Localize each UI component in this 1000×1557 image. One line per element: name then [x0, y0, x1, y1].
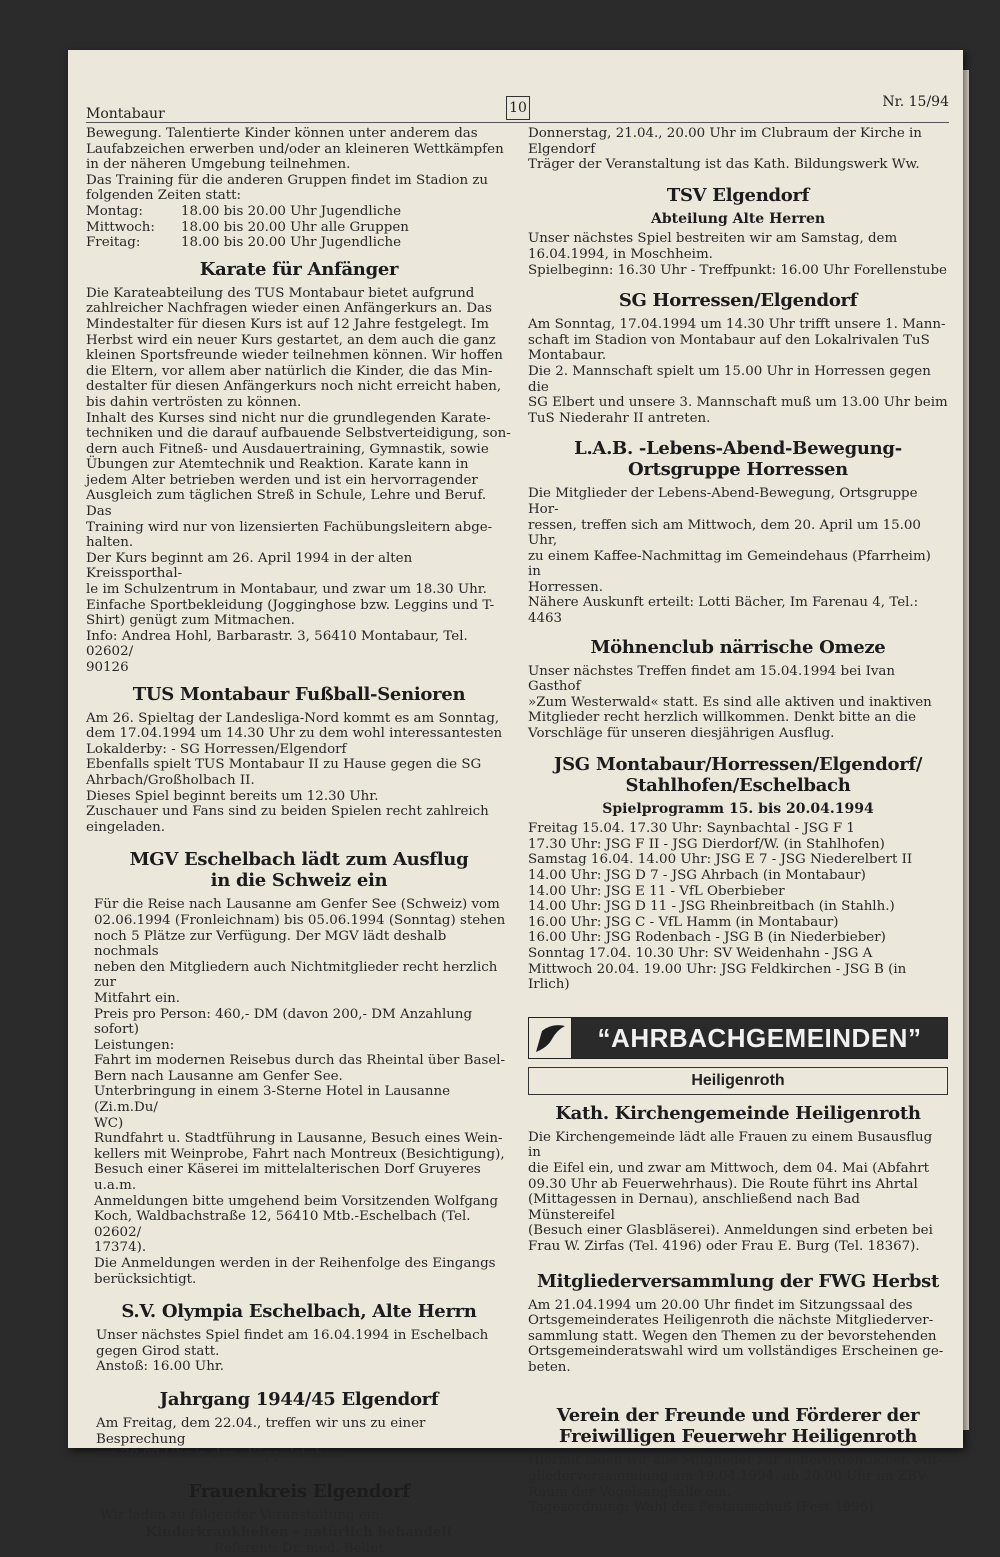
- text-line: Inhalt des Kurses sind nicht nur die grundlegenden Karate-: [86, 410, 491, 426]
- text-line: gliederversammlung am 19.04.1994, ab 20.00 Uhr im ZBV-: [528, 1469, 930, 1485]
- text-line: Training wird nur von lizensierten Fachübungsleitern abge-: [86, 519, 493, 535]
- right-column: [528, 126, 948, 1516]
- text-line: techniken und die darauf aufbauende Selbstverteidigung, son-: [86, 426, 511, 442]
- mgv-article: [86, 897, 512, 1287]
- text-line: Ortsgemeinderatswahl wird um vollständiges Erscheinen ge-: [528, 1344, 944, 1360]
- event-intro: [528, 126, 948, 173]
- text-line: um 20.00 Uhr in der »Köppelstube«.: [96, 1447, 345, 1463]
- text-line: Ausgleich zum täglichen Streß in Schule, Lehre und Beruf. Das: [86, 488, 487, 520]
- text-line: Montabaur.: [528, 348, 607, 364]
- text-line: Dieses Spiel beginnt bereits um 12.30 Uhr.: [86, 788, 379, 804]
- text-line: Am 26. Spieltag der Landesliga-Nord kommt es am Sonntag,: [86, 710, 500, 726]
- jsg-heading-line2: Stahlhofen/Eschelbach: [625, 774, 851, 796]
- jsg-subheading: Spielprogramm 15. bis 20.04.1994: [602, 800, 874, 817]
- text-line: bis dahin vertrösten zu können.: [86, 394, 302, 410]
- text-line: 16.00 Uhr: JSG C - VfL Hamm (in Montabaur): [528, 914, 839, 930]
- issue-number: Nr. 15/94: [882, 94, 949, 110]
- text-line: Am Sonntag, 17.04.1994 um 14.30 Uhr trifft unsere 1. Mann-: [528, 317, 946, 333]
- jahrgang-heading: Jahrgang 1944/45 Elgendorf: [159, 1388, 439, 1410]
- text-line: Die Mitglieder der Lebens-Abend-Bewegung, Ortsgruppe Hor-: [528, 486, 918, 517]
- text-line: Ortsgemeinderates Heiligenroth die nächste Mitgliederver-: [528, 1313, 934, 1329]
- text-line: Ebenfalls spielt TUS Montabaur II zu Hause gegen die SG: [86, 757, 482, 773]
- text-line: Anmeldungen bitte umgehend beim Vorsitzenden Wolfgang: [94, 1193, 499, 1209]
- schedule-day: Freitag:: [86, 235, 141, 251]
- mgv-heading-line2: in die Schweiz ein: [210, 870, 388, 892]
- text-line: noch 5 Plätze zur Verfügung. Der MGV lädt deshalb nochmals: [94, 928, 447, 960]
- text-line: dem 17.04.1994 um 14.30 Uhr zu dem wohl interessantesten: [86, 726, 503, 742]
- tsv-subheading: Abteilung Alte Herren: [650, 210, 826, 227]
- text-line: Unterbringung in einem 3-Sterne Hotel in Lausanne (Zi.m.Du/: [94, 1084, 451, 1116]
- text-line: Besuch einer Käserei im mittelalterischen Dorf Gruyeres: [94, 1162, 481, 1178]
- text-line: Unser nächstes Spiel findet am 16.04.1994 in Eschelbach: [96, 1328, 489, 1344]
- text-line: folgenden Zeiten statt:: [86, 188, 242, 204]
- text-line: Frau W. Zirfas (Tel. 4196) oder Frau E. Burg (Tel. 18367).: [528, 1238, 920, 1254]
- verein-article: [528, 1453, 948, 1515]
- fussball-heading: TUS Montabaur Fußball-Senioren: [132, 683, 466, 705]
- text-line: kleinen Sportsfreunde wieder teilnehmen können. Wir hoffen: [86, 348, 503, 364]
- text-line: Mitfahrt ein.: [94, 990, 181, 1006]
- text-line: sammlung statt. Wegen den Themen zu der bevorstehenden: [528, 1328, 937, 1344]
- text-line: Der Kurs beginnt am 26. April 1994 in der alten Kreissporthal-: [86, 550, 413, 582]
- page-number: 10: [506, 96, 530, 120]
- lab-heading-line1: L.A.B. -Lebens-Abend-Bewegung-: [574, 438, 902, 460]
- text-line: Vorschläge für unseren diesjährigen Ausflug.: [528, 726, 835, 742]
- text-line: halten.: [86, 535, 134, 551]
- sg-heading: SG Horressen/Elgendorf: [618, 290, 858, 312]
- text-line: (Besuch einer Glasbläserei). Anmeldungen sind erbeten bei: [528, 1223, 933, 1239]
- banner-title: “AHRBACHGEMEINDEN”: [572, 1018, 947, 1058]
- jsg-heading-line1: JSG Montabaur/Horressen/Elgendorf/: [553, 753, 923, 775]
- text-line: 14.00 Uhr: JSG E 11 - VfL Oberbieber: [528, 883, 785, 899]
- text-line: Freitag 15.04. 17.30 Uhr: Saynbachtal - JSG F 1: [528, 821, 855, 837]
- text-line: Samstag 16.04. 14.00 Uhr: JSG E 7 - JSG Niederelbert II: [528, 852, 913, 868]
- training-schedule: [86, 204, 512, 251]
- text-line: Mitglieder recht herzlich willkommen. Denkt bitte an die: [528, 710, 917, 726]
- text-line: Laufabzeichen erwerben und/oder an kleineren Wettkämpfen: [86, 141, 504, 157]
- text-line: Hiermit laden wir alle Mitglieder zur außerordentlichen Mit-: [528, 1453, 942, 1469]
- text-line: ressen, treffen sich am Mittwoch, dem 20. April um 15.00 Uhr,: [528, 517, 921, 549]
- karate-article: [86, 286, 512, 676]
- schedule-time: 18.00 bis 20.00 Uhr Jugendliche: [181, 203, 402, 219]
- kirche-heading: Kath. Kirchengemeinde Heiligenroth: [555, 1102, 921, 1124]
- text-line: eingeladen.: [86, 819, 165, 835]
- text-line: WC): [94, 1115, 124, 1131]
- tsv-heading: TSV Elgendorf: [666, 184, 810, 206]
- text-line: Bewegung. Talentierte Kinder können unter anderem das: [86, 126, 478, 141]
- text-line: 16.04.1994, in Moschheim.: [528, 246, 713, 262]
- text-line: Elgendorf: [528, 141, 596, 157]
- frauen-heading: Frauenkreis Elgendorf: [188, 1480, 410, 1502]
- jsg-heading: [528, 754, 948, 796]
- text-line: Lokalderby: - SG Horressen/Elgendorf: [86, 741, 347, 757]
- training-intro: [86, 126, 512, 204]
- lab-heading: [528, 438, 948, 480]
- frauen-speaker: Referent: Dr. med. Bellut: [213, 1540, 385, 1556]
- left-column: [86, 126, 512, 1557]
- municipality-label: Heiligenroth: [528, 1067, 948, 1095]
- schedule-day: Montag:: [86, 203, 143, 219]
- lab-article: [528, 486, 948, 626]
- text-line: Bern nach Lausanne am Genfer See.: [94, 1068, 343, 1084]
- text-line: 4463: [528, 611, 563, 627]
- text-line: Die Karateabteilung des TUS Montabaur bietet aufgrund: [86, 285, 475, 301]
- text-line: die Eltern, vor allem aber natürlich die Kinder, die das Min-: [86, 363, 493, 379]
- text-line: Preis pro Person: 460,- DM (davon 200,- DM Anzahlung sofort): [94, 1006, 473, 1038]
- karate-heading: Karate für Anfänger: [199, 258, 399, 280]
- mgv-heading-line1: MGV Eschelbach lädt zum Ausflug: [129, 849, 469, 871]
- moehnen-article: [528, 664, 948, 742]
- text-line: Am Freitag, dem 22.04., treffen wir uns zu einer Besprechung: [96, 1415, 426, 1447]
- text-line: SG Elbert und unsere 3. Mannschaft muß um 13.00 Uhr beim: [528, 395, 948, 411]
- frauen-topic: Kinderkrankheiten - natürlich behandelt: [145, 1524, 453, 1541]
- jsg-schedule: [528, 821, 948, 993]
- text-line: 16.00 Uhr: JSG Rodenbach - JSG B (in Niederbieber): [528, 930, 886, 946]
- text-line: 90126: [86, 660, 129, 675]
- fussball-article: [86, 711, 512, 836]
- text-line: »Zum Westerwald« statt. Es sind alle aktiven und inaktiven: [528, 694, 932, 710]
- verein-heading: [528, 1405, 948, 1447]
- text-line: 02.06.1994 (Fronleichnam) bis 05.06.1994 (Sonntag) stehen: [94, 912, 506, 928]
- text-line: Träger der Veranstaltung ist das Kath. Bildungswerk Ww.: [528, 157, 920, 173]
- text-line: Ahrbach/Großholbach II.: [86, 772, 255, 788]
- kirche-article: [528, 1130, 948, 1255]
- olympia-article: [86, 1328, 512, 1375]
- text-line: 14.00 Uhr: JSG D 7 - JSG Ahrbach (in Montabaur): [528, 868, 866, 883]
- text-line: 09.30 Uhr ab Feuerwehrhaus). Die Route führt ins Ahrtal: [528, 1176, 918, 1192]
- text-line: Mindestalter für diesen Kurs ist auf 12 Jahre festgelegt. Im: [86, 316, 489, 332]
- olympia-heading: S.V. Olympia Eschelbach, Alte Herrn: [121, 1301, 477, 1323]
- text-line: 17.30 Uhr: JSG F II - JSG Dierdorf/W. (in Stahlhofen): [528, 836, 885, 852]
- text-line: zu einem Kaffee-Nachmittag im Gemeindehaus (Pfarrheim) in: [528, 548, 931, 580]
- text-line: in der näheren Umgebung teilnehmen.: [86, 157, 351, 173]
- text-line: Spielbeginn: 16.30 Uhr - Treffpunkt: 16.00 Uhr Forellenstube: [528, 262, 947, 278]
- text-line: gegen Girod statt.: [96, 1343, 220, 1359]
- text-line: beten.: [528, 1359, 571, 1375]
- text-line: dern auch Fitneß- und Ausdauertraining, Gymnastik, sowie: [86, 441, 489, 457]
- text-line: Für die Reise nach Lausanne am Genfer See (Schweiz) vom: [94, 897, 500, 913]
- text-line: Einfache Sportbekleidung (Jogginghose bzw. Leggins und T-: [86, 597, 495, 613]
- text-line: kellers mit Weinprobe, Fahrt nach Montreux (Besichtigung),: [94, 1146, 505, 1162]
- text-line: Nähere Auskunft erteilt: Lotti Bächer, Im Farenau 4, Tel.:: [528, 595, 919, 611]
- fwg-article: [528, 1298, 948, 1376]
- text-line: Die Kirchengemeinde lädt alle Frauen zu einem Busausflug in: [528, 1129, 933, 1161]
- text-line: TuS Niederahr II antreten.: [528, 410, 711, 426]
- text-line: Sonntag 17.04. 10.30 Uhr: SV Weidenhahn - JSG A: [528, 945, 873, 961]
- section-banner: [528, 1017, 948, 1059]
- text-line: Rundfahrt u. Stadtführung in Lausanne, Besuch eines Wein-: [94, 1131, 503, 1147]
- text-line: berücksichtigt.: [94, 1271, 197, 1287]
- text-line: Anstoß: 16.00 Uhr.: [96, 1359, 225, 1375]
- text-line: Shirt) genügt zum Mitmachen.: [86, 613, 295, 629]
- text-line: Tagesordnung: Wahl des Festausschuß (Fest 1996): [528, 1500, 874, 1516]
- tsv-article: [528, 231, 948, 278]
- text-line: Die Anmeldungen werden in der Reihenfolge des Eingangs: [94, 1256, 496, 1271]
- text-line: Die 2. Mannschaft spielt um 15.00 Uhr in Horressen gegen die: [528, 363, 931, 395]
- text-line: u.a.m.: [94, 1178, 137, 1194]
- text-line: Unser nächstes Spiel bestreiten wir am Samstag, dem: [528, 231, 898, 247]
- text-line: Übungen zur Atemtechnik und Reaktion. Karate kann in: [86, 457, 469, 473]
- sg-article: [528, 317, 948, 426]
- text-line: Fahrt im modernen Reisebus durch das Rheintal über Basel-: [94, 1053, 506, 1069]
- text-line: Das Training für die anderen Gruppen findet im Stadion zu: [86, 172, 489, 188]
- jahrgang-article: [86, 1416, 512, 1463]
- schedule-time: 18.00 bis 20.00 Uhr alle Gruppen: [181, 219, 409, 235]
- region-logo-icon: [529, 1018, 572, 1058]
- header-town: Montabaur: [86, 106, 165, 122]
- text-line: Leistungen:: [94, 1037, 175, 1053]
- text-line: Horressen.: [528, 579, 604, 595]
- text-line: 14.00 Uhr: JSG D 11 - JSG Rheinbreitbach (in Stahlh.): [528, 899, 895, 915]
- text-line: Koch, Waldbachstraße 12, 56410 Mtb.-Eschelbach (Tel. 02602/: [94, 1209, 471, 1240]
- text-line: neben den Mitgliedern auch Nichtmitglieder recht herzlich zur: [94, 959, 498, 991]
- text-line: 17374).: [94, 1240, 147, 1256]
- verein-heading-line2: Freiwilligen Feuerwehr Heiligenroth: [558, 1426, 918, 1448]
- text-line: Raum der Vogelsanghalle ein.: [528, 1484, 731, 1500]
- text-line: zahlreicher Nachfragen wieder einen Anfängerkurs an. Das: [86, 301, 492, 317]
- text-line: die Eifel ein, und zwar am Mittwoch, dem 04. Mai (Abfahrt: [528, 1160, 929, 1176]
- text-line: schaft im Stadion von Montabaur auf den Lokalrivalen TuS: [528, 332, 930, 348]
- fwg-heading: Mitgliederversammlung der FWG Herbst: [536, 1270, 940, 1292]
- frauen-intro: Wir laden zu folgender Veranstaltung ein:: [100, 1507, 385, 1523]
- schedule-day: Mittwoch:: [86, 219, 155, 235]
- text-line: jedem Alter betrieben werden und ist ein hervorragender: [86, 472, 478, 488]
- verein-heading-line1: Verein der Freunde und Förderer der: [556, 1405, 920, 1427]
- text-line: Zuschauer und Fans sind zu beiden Spielen recht zahlreich: [86, 804, 489, 820]
- schedule-time: 18.00 bis 20.00 Uhr Jugendliche: [181, 235, 402, 251]
- text-line: le im Schulzentrum in Montabaur, und zwar um 18.30 Uhr.: [86, 582, 487, 598]
- text-line: Unser nächstes Treffen findet am 15.04.1994 bei Ivan Gasthof: [528, 663, 896, 695]
- text-line: Mittwoch 20.04. 19.00 Uhr: JSG Feldkirchen - JSG B (in Irlich): [528, 961, 907, 993]
- text-line: Donnerstag, 21.04., 20.00 Uhr im Clubraum der Kirche in: [528, 126, 922, 141]
- text-line: Herbst wird ein neuer Kurs gestartet, an dem auch die ganz: [86, 332, 496, 348]
- lab-heading-line2: Ortsgruppe Horressen: [628, 459, 848, 481]
- text-line: Am 21.04.1994 um 20.00 Uhr findet im Sitzungssaal des: [528, 1297, 913, 1313]
- moehnen-heading: Möhnenclub närrische Omeze: [590, 636, 886, 658]
- text-line: (Mittagessen in Dernau), anschließend nach Bad Münstereifel: [528, 1192, 861, 1223]
- mgv-heading: [86, 849, 512, 891]
- text-line: destalter für diesen Anfängerkurs noch nicht erreicht haben,: [86, 379, 502, 395]
- newspaper-page: [68, 50, 963, 1556]
- text-line: Info: Andrea Hohl, Barbarastr. 3, 56410 Montabaur, Tel. 02602/: [86, 628, 468, 660]
- header-rule: [86, 122, 949, 123]
